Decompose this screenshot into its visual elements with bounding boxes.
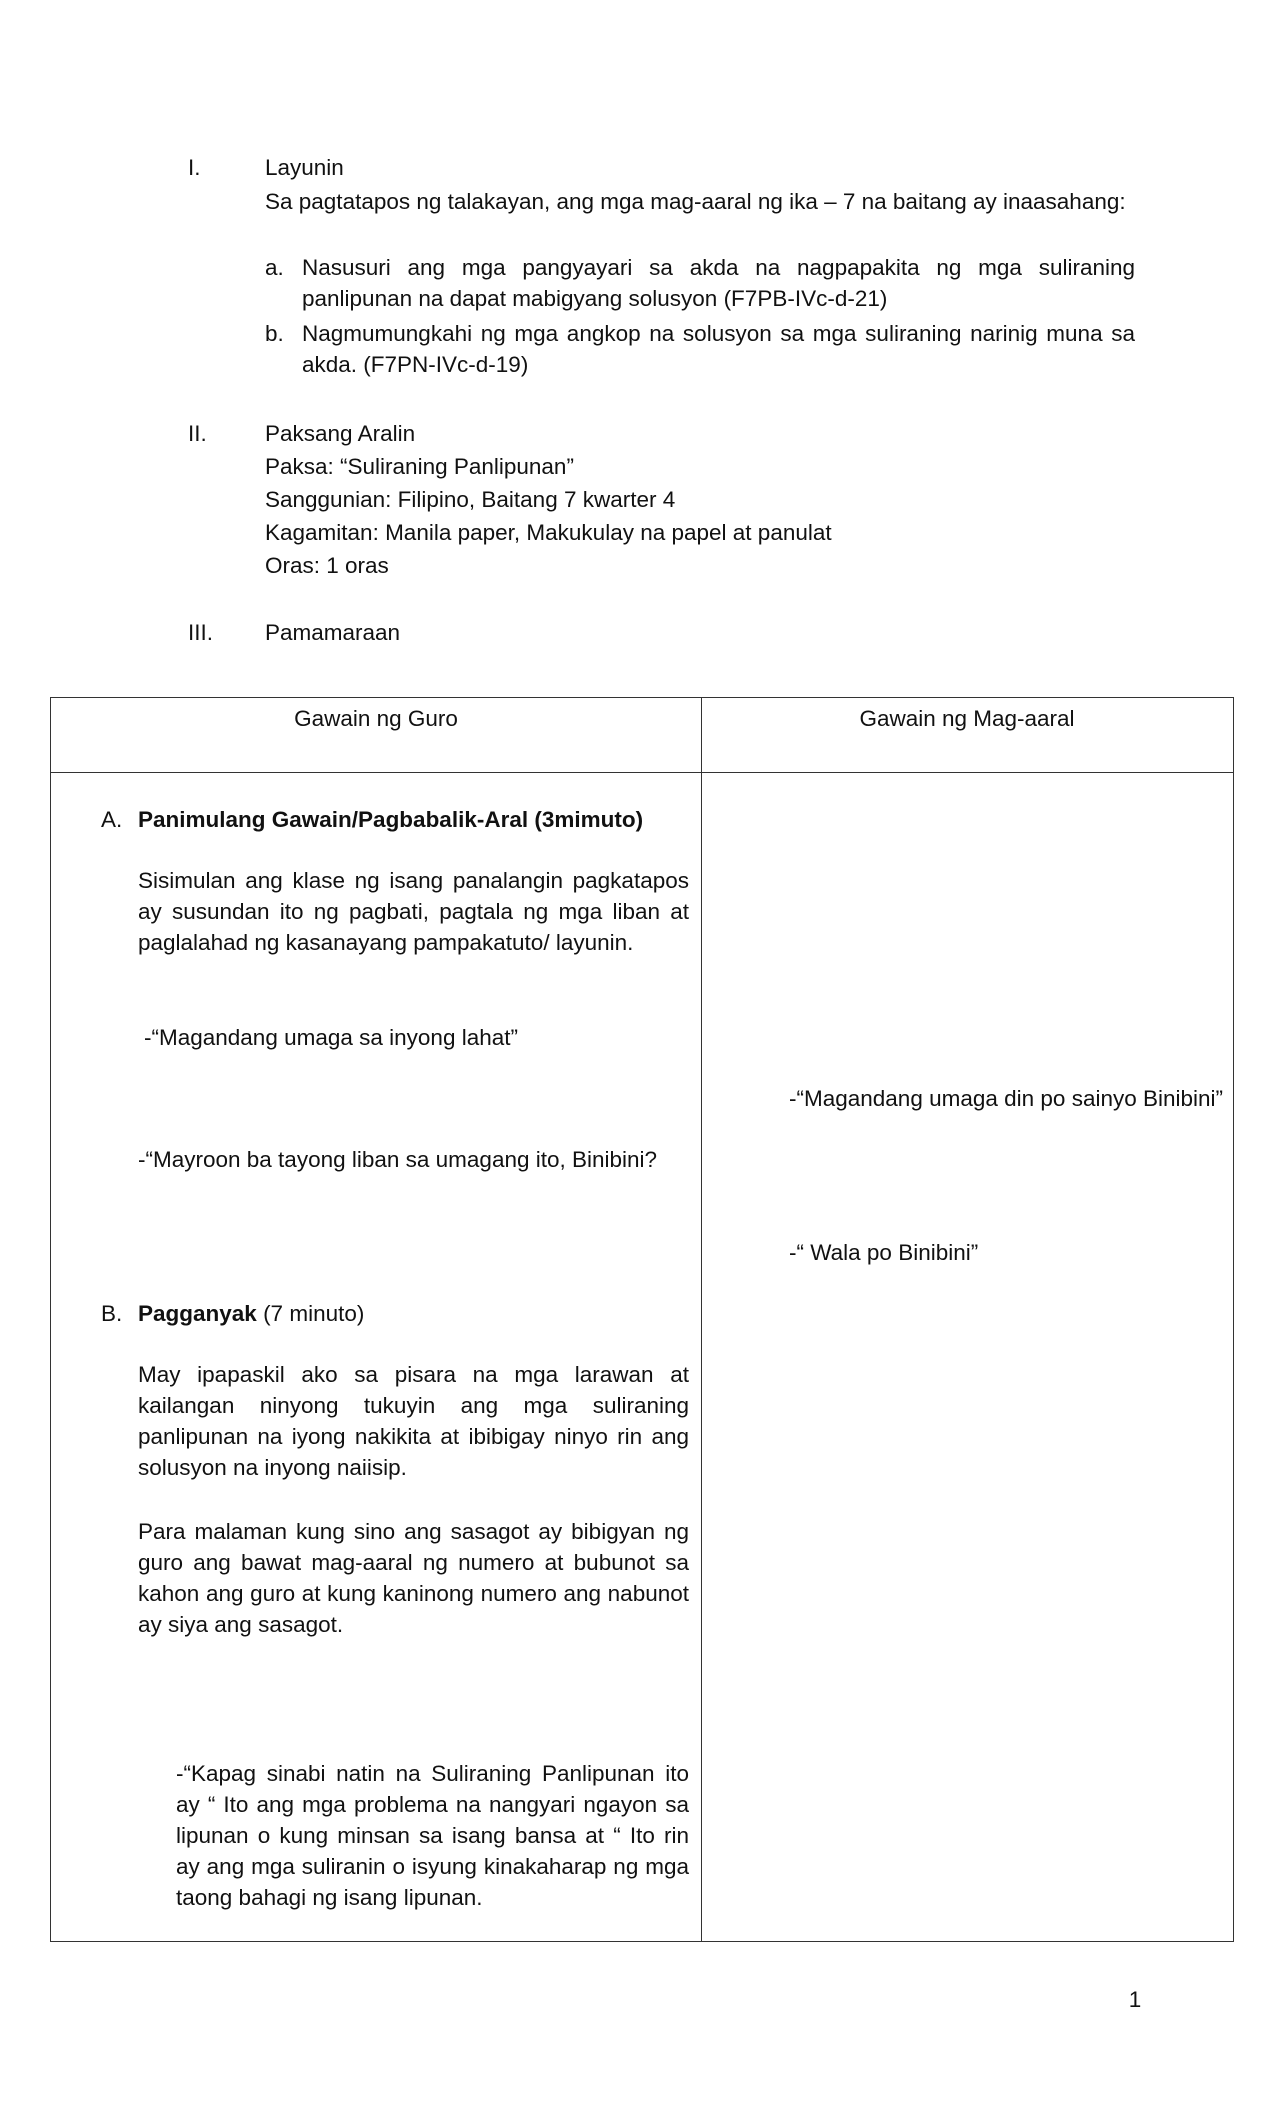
header-teacher: Gawain ng Guro [294, 706, 458, 731]
objective-b [265, 318, 1135, 380]
part-a-paragraph: Sisimulan ang klase ng isang panalangin pagkatapos ay susundan ito ng pagbati, pagtala ng mga liban at paglalahad ng kasanayang pampakatuto/ layunin. [138, 868, 689, 955]
objective-label: b. [265, 321, 284, 346]
section1-numeral: I. [188, 155, 201, 180]
section2-numeral: II. [188, 421, 207, 446]
section2-line: Kagamitan: Manila paper, Makukulay na papel at panulat [265, 520, 832, 545]
section1-intro: Sa pagtatapos ng talakayan, ang mga mag-aaral ng ika – 7 na baitang ay inaasahang: [265, 189, 1126, 214]
section2-title: Paksang Aralin [265, 421, 416, 446]
part-a-teacher-question: -“Mayroon ba tayong liban sa umagang ito, Binibini? [138, 1147, 658, 1172]
student-greeting-reply: -“Magandang umaga din po sainyo Binibini” [789, 1086, 1224, 1111]
objective-label: a. [265, 255, 284, 280]
section2-line: Oras: 1 oras [265, 553, 389, 578]
part-b-label: B. [101, 1301, 123, 1326]
column-divider [701, 698, 702, 1941]
header-divider [51, 772, 1233, 773]
section1-title: Layunin [265, 155, 344, 180]
section2-line: Paksa: “Suliraning Panlipunan” [265, 454, 574, 479]
objective-text: Nasusuri ang mga pangyayari sa akda na nagpapakita ng mga suliraning panlipunan na dapat mabigyang solusyon (F7PB-IVc-d-21) [302, 255, 1135, 311]
section2-line: Sanggunian: Filipino, Baitang 7 kwarter 4 [265, 487, 676, 512]
part-a-title: Panimulang Gawain/Pagbabalik-Aral (3mimuto) [138, 807, 644, 832]
student-attendance-reply: -“ Wala po Binibini” [789, 1240, 979, 1265]
objective-a [265, 252, 1135, 314]
part-b-paragraph1: May ipapaskil ako sa pisara na mga larawan at kailangan ninyong tukuyin ang mga suliraning panlipunan na iyong nakikita at ibibigay ninyo rin ang solusyon na inyong naiisip. [138, 1362, 689, 1480]
part-a-heading [101, 804, 691, 835]
part-b-heading [101, 1298, 691, 1329]
objective-text: Nagmumungkahi ng mga angkop na solusyon sa mga suliraning narinig muna sa akda. (F7PN-IVc-d-19) [302, 321, 1135, 377]
part-b-quote: -“Kapag sinabi natin na Suliraning Panlipunan ito ay “ Ito ang mga problema na nangyari ngayon sa lipunan o kung minsan sa isang bansa at “ Ito rin ay ang mga suliranin o isyung kinakaharap ng mga taong bahagi ng isang lipunan. [176, 1761, 689, 1910]
page-number: 1 [1128, 1987, 1142, 2012]
part-b-title: Pagganyak [138, 1301, 257, 1326]
part-a-label: A. [101, 807, 123, 832]
header-student: Gawain ng Mag-aaral [859, 706, 1075, 731]
section3-title: Pamamaraan [265, 620, 401, 645]
section3-numeral: III. [188, 620, 214, 645]
lesson-table [50, 697, 1234, 1942]
part-b-paragraph2: Para malaman kung sino ang sasagot ay bibigyan ng guro ang bawat mag-aaral ng numero at bubunot sa kahon ang guro at kung kaninong numero ang nabunot ay siya ang sasagot. [138, 1519, 689, 1637]
part-b-duration: (7 minuto) [256, 1301, 365, 1326]
part-a-teacher-greeting: -“Magandang umaga sa inyong lahat” [144, 1025, 518, 1050]
